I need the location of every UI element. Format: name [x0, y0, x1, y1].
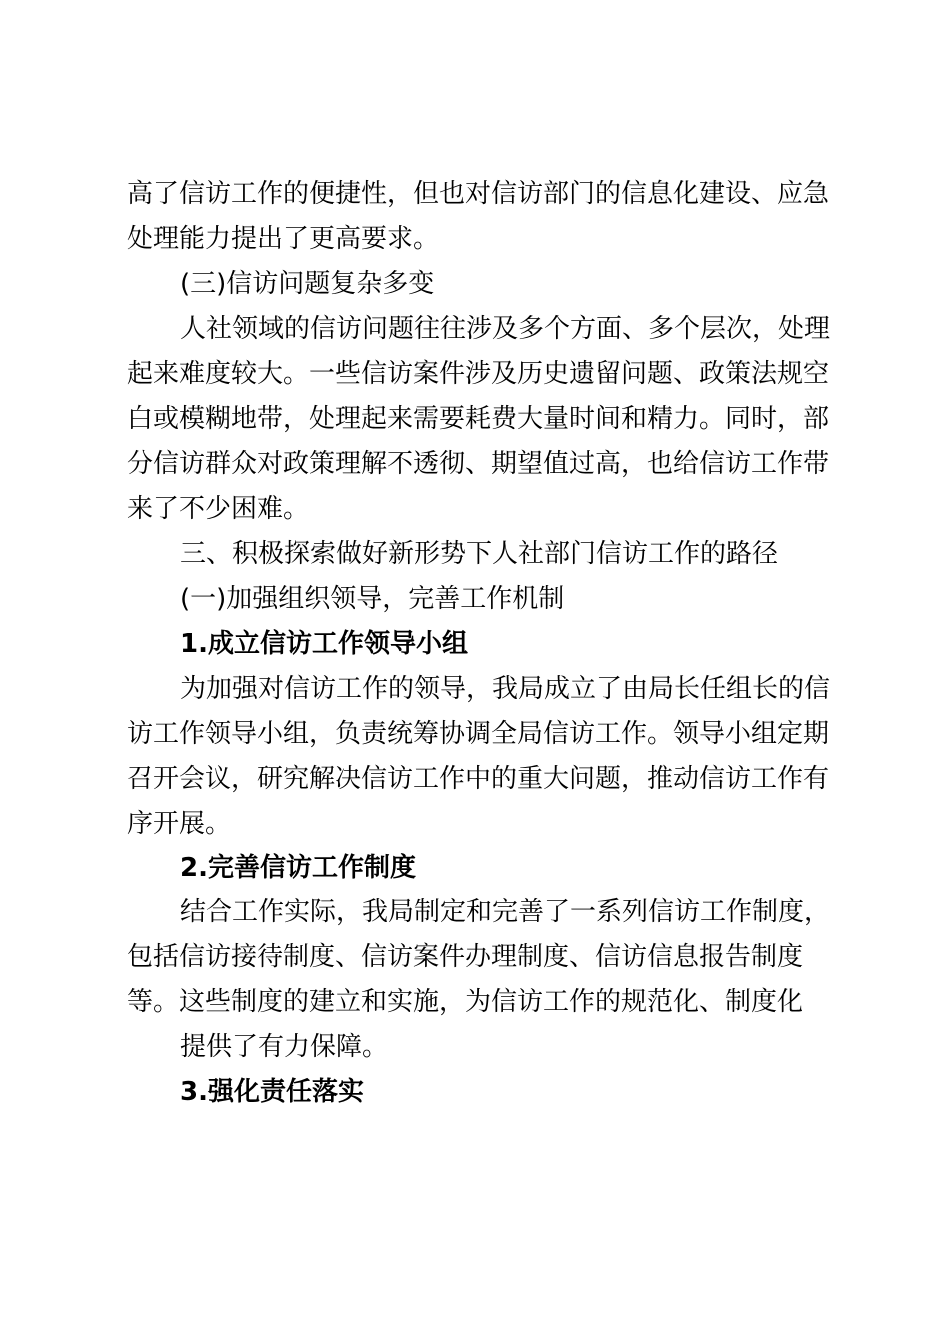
body-text-line: 召开会议，研究解决信访工作中的重大问题，推动信访工作有 — [127, 764, 830, 794]
body-text-line: 人社领域的信访问题往往涉及多个方面、多个层次，处理 — [180, 314, 831, 344]
body-text-line: 分信访群众对政策理解不透彻、期望值过高，也给信访工作带 — [127, 449, 830, 479]
body-text-line: 序开展。 — [127, 809, 232, 839]
subsection-heading: (三)信访问题复杂多变 — [180, 269, 435, 299]
body-text-line: 等。这些制度的建立和实施，为信访工作的规范化、制度化 — [127, 987, 804, 1017]
body-text-line: 白或模糊地带，处理起来需要耗费大量时间和精力。同时，部 — [127, 404, 830, 434]
item-heading: 3.强化责任落实 — [180, 1077, 364, 1107]
body-text-line: 提供了有力保障。 — [180, 1032, 389, 1062]
body-text-line: 访工作领导小组，负责统筹协调全局信访工作。领导小组定期 — [127, 719, 830, 749]
body-text-line: 来了不少困难。 — [127, 494, 310, 524]
item-heading: 2.完善信访工作制度 — [180, 853, 416, 883]
body-text-line: 为加强对信访工作的领导，我局成立了由局长任组长的信 — [180, 674, 831, 704]
body-text-line: 包括信访接待制度、信访案件办理制度、信访信息报告制度 — [127, 942, 804, 972]
body-text-line: 起来难度较大。一些信访案件涉及历史遗留问题、政策法规空 — [127, 359, 830, 389]
body-text-line: 结合工作实际，我局制定和完善了一系列信访工作制度， — [180, 897, 831, 927]
body-text-line: 处理能力提出了更高要求。 — [127, 224, 440, 254]
body-text-line: 高了信访工作的便捷性，但也对信访部门的信息化建设、应急 — [127, 179, 830, 209]
item-heading: 1.成立信访工作领导小组 — [180, 629, 468, 659]
section-heading: 三、积极探索做好新形势下人社部门信访工作的路径 — [180, 539, 779, 569]
subsection-heading: (一)加强组织领导，完善工作机制 — [180, 584, 565, 614]
